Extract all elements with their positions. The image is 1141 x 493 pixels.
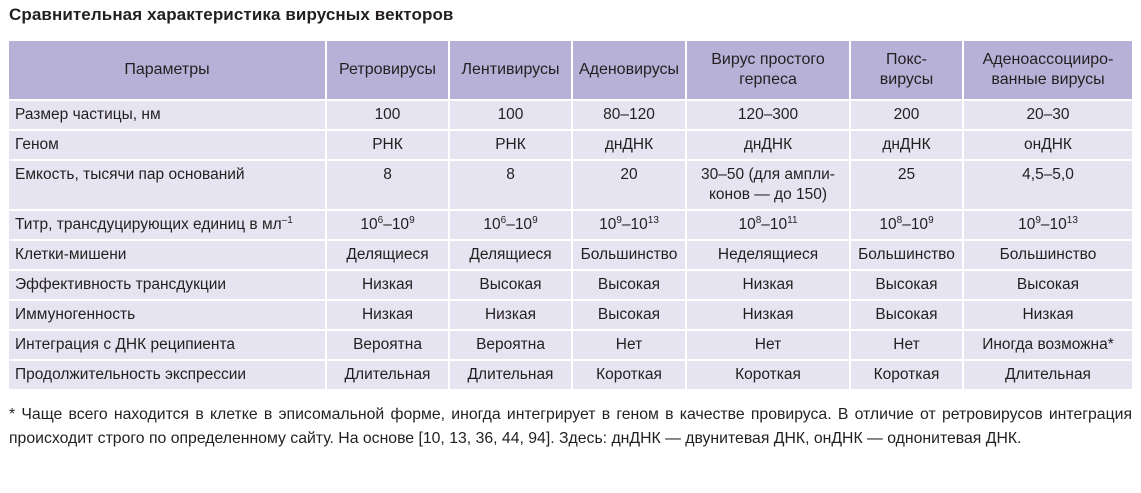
cell: Высокая — [572, 270, 686, 300]
cell: 20 — [572, 160, 686, 210]
cell: Делящиеся — [326, 240, 449, 270]
cell: Нет — [686, 330, 850, 360]
header-row — [9, 41, 1132, 100]
table-row — [9, 210, 1132, 240]
cell: $10^9-10^{13}$ — [963, 210, 1132, 240]
cell: 20–30 — [963, 100, 1132, 130]
cell: 8 — [326, 160, 449, 210]
header-pox: Покс- вирусы — [850, 41, 963, 100]
cell: Иногда возможна* — [963, 330, 1132, 360]
cell: Нет — [850, 330, 963, 360]
table-row — [9, 360, 1132, 390]
header-lenti: Лентивирусы — [449, 41, 572, 100]
cell: днДНК — [686, 130, 850, 160]
cell: Длительная — [449, 360, 572, 390]
table-title: Сравнительная характеристика вирусных векторов — [9, 5, 454, 24]
table-row — [9, 270, 1132, 300]
cell: РНК — [449, 130, 572, 160]
cell: днДНК — [850, 130, 963, 160]
row-label: Интеграция с ДНК реципиента — [9, 330, 326, 360]
cell: Низкая — [686, 300, 850, 330]
cell: днДНК — [572, 130, 686, 160]
cell: Неделящиеся — [686, 240, 850, 270]
cell: 8 — [449, 160, 572, 210]
row-label: Эффективность трансдукции — [9, 270, 326, 300]
cell: 4,5–5,0 — [963, 160, 1132, 210]
header-adeno: Аденовирусы — [572, 41, 686, 100]
table-row — [9, 330, 1132, 360]
header-aav: Аденоассоцииро- ванные вирусы — [963, 41, 1132, 100]
cell: Делящиеся — [449, 240, 572, 270]
table-row — [9, 240, 1132, 270]
cell: онДНК — [963, 130, 1132, 160]
cell: Высокая — [572, 300, 686, 330]
row-label: Емкость, тысячи пар оснований — [9, 160, 326, 210]
cell: $10^8-10^9$ — [850, 210, 963, 240]
cell: Высокая — [963, 270, 1132, 300]
cell: 200 — [850, 100, 963, 130]
cell: Длительная — [963, 360, 1132, 390]
header-retro: Ретровирусы — [326, 41, 449, 100]
cell: Высокая — [850, 270, 963, 300]
cell: 80–120 — [572, 100, 686, 130]
cell: РНК — [326, 130, 449, 160]
cell: $10^6-10^9$ — [326, 210, 449, 240]
cell: Большинство — [850, 240, 963, 270]
cell: Большинство — [572, 240, 686, 270]
table-row — [9, 300, 1132, 330]
row-label: Размер частицы, нм — [9, 100, 326, 130]
row-label: Иммуногенность — [9, 300, 326, 330]
cell: Нет — [572, 330, 686, 360]
cell: Низкая — [326, 300, 449, 330]
row-label: Продолжительность экспрессии — [9, 360, 326, 390]
cell: Высокая — [850, 300, 963, 330]
cell: $10^8-10^{11}$ — [686, 210, 850, 240]
cell: 30–50 (для ампли- конов — до 150) — [686, 160, 850, 210]
row-label: Титр, трансдуцирующих единиц в $мл^{-1}$ — [9, 210, 326, 240]
cell: 100 — [326, 100, 449, 130]
header-params: Параметры — [9, 41, 326, 100]
cell: 120–300 — [686, 100, 850, 130]
cell: Короткая — [686, 360, 850, 390]
row-label: Клетки-мишени — [9, 240, 326, 270]
table-row — [9, 100, 1132, 130]
vector-comparison-table — [9, 41, 1132, 391]
table-row — [9, 160, 1132, 210]
cell: Высокая — [449, 270, 572, 300]
cell: Короткая — [572, 360, 686, 390]
cell: Низкая — [686, 270, 850, 300]
cell: 100 — [449, 100, 572, 130]
cell: $10^6-10^9$ — [449, 210, 572, 240]
cell: Низкая — [963, 300, 1132, 330]
cell: Низкая — [326, 270, 449, 300]
cell: 25 — [850, 160, 963, 210]
cell: $10^9-10^{13}$ — [572, 210, 686, 240]
cell: Большинство — [963, 240, 1132, 270]
cell: Низкая — [449, 300, 572, 330]
cell: Длительная — [326, 360, 449, 390]
footnote: * Чаще всего находится в клетке в эписомальной форме, иногда интегрирует в геном в качестве провируса. В отличие от ретровирусов интеграция происходит строго по определенному сайту. На основе [10, 13, 36, 44, 94]. Здесь: днДНК — двунитевая ДНК, онДНК — однонитевая ДНК. — [9, 406, 1132, 447]
cell: Вероятна — [449, 330, 572, 360]
table-row — [9, 130, 1132, 160]
header-hsv: Вирус простого герпеса — [686, 41, 850, 100]
cell: Вероятна — [326, 330, 449, 360]
row-label: Геном — [9, 130, 326, 160]
cell: Короткая — [850, 360, 963, 390]
